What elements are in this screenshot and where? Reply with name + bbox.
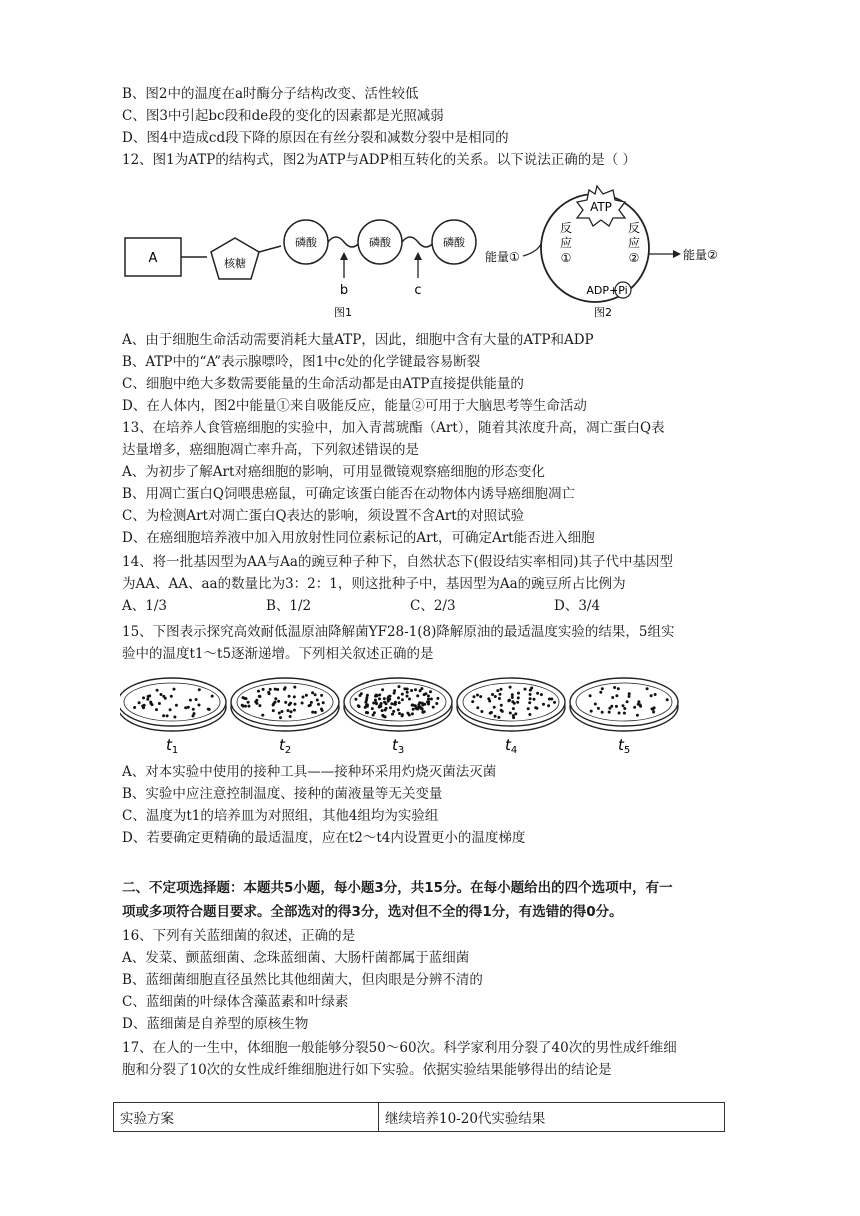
atp-structure-figure <box>125 220 476 319</box>
table-header-result: 继续培养10-20代实验结果 <box>385 1111 546 1127</box>
colony <box>193 712 196 715</box>
colony <box>310 701 313 704</box>
colony <box>393 692 396 695</box>
colony <box>138 701 141 704</box>
colony <box>637 700 640 703</box>
colony <box>277 700 280 703</box>
colony <box>553 701 556 704</box>
colony <box>378 706 381 709</box>
colony <box>311 691 314 694</box>
colony <box>611 696 614 699</box>
colony <box>317 703 320 706</box>
colony <box>473 695 476 698</box>
colony <box>652 711 655 714</box>
colony <box>601 687 604 690</box>
colony <box>427 695 430 698</box>
colony <box>208 708 211 711</box>
colony <box>394 701 397 704</box>
colony <box>195 698 198 701</box>
colony <box>397 708 400 711</box>
colony <box>268 692 271 695</box>
section-2-heading: 二、不定项选择题：本题共5小题，每小题3分，共15分。在每小题给出的四个选项中，有一 <box>122 880 673 896</box>
adp-label: ADP+Pi <box>586 284 628 297</box>
colony <box>314 693 317 696</box>
colony <box>146 698 149 701</box>
colony <box>408 714 411 717</box>
q13-option-d: D、在癌细胞培养液中加入用放射性同位素标记的Art，可确定Art能否进入细胞 <box>122 530 595 546</box>
colony <box>424 692 427 695</box>
colony <box>169 708 172 711</box>
colony <box>374 699 377 702</box>
colony <box>416 694 419 697</box>
colony <box>408 698 411 701</box>
question-17-stem-cont: 胞和分裂了10次的女性成纤维细胞进行如下实验。依据实验结果能够得出的结论是 <box>122 1062 612 1078</box>
colony <box>381 714 384 717</box>
colony <box>293 695 296 698</box>
colony <box>529 697 532 700</box>
ribose-label: 核糖 <box>224 257 246 270</box>
colony <box>274 688 277 691</box>
colony <box>626 700 629 703</box>
question-14-stem: 14、将一批基因型为AA与Aa的豌豆种子种下，自然状态下(假设结实率相同)其子代中基因型 <box>122 554 674 570</box>
colony <box>175 704 178 707</box>
high-energy-bond-b <box>328 237 360 247</box>
colony <box>651 708 654 711</box>
colony <box>500 709 503 712</box>
colony <box>654 693 657 696</box>
colony <box>173 688 176 691</box>
atp-figure <box>115 180 735 330</box>
colony <box>528 713 531 716</box>
dish-label: $t_1$ <box>166 736 179 756</box>
experiment-table <box>113 1102 725 1132</box>
colony <box>622 704 625 707</box>
colony <box>274 697 277 700</box>
colony <box>496 689 499 692</box>
colony <box>489 712 492 715</box>
colony <box>366 694 369 697</box>
colony <box>550 698 553 701</box>
q11-option-c: C、图3中引起bc段和de段的变化的因素都是光照减弱 <box>122 108 444 124</box>
colony <box>272 702 275 705</box>
colony <box>512 707 515 710</box>
colony <box>378 693 381 696</box>
reaction-2-char: 反 <box>627 221 641 235</box>
colony <box>615 705 618 708</box>
petri-dish-t5 <box>570 678 678 756</box>
question-13-stem-cont: 达量增多，癌细胞凋亡率升高，下列叙述错误的是 <box>122 442 419 458</box>
colony <box>516 701 519 704</box>
colony <box>500 704 503 707</box>
colony <box>597 707 600 710</box>
colony <box>373 711 376 714</box>
colony <box>143 704 146 707</box>
colony <box>162 714 165 717</box>
colony <box>419 689 422 692</box>
q13-option-c: C、为检测Art对凋亡蛋白Q表达的影响，须设置不含Art的对照试验 <box>122 508 525 524</box>
colony <box>493 706 496 709</box>
colony <box>500 688 503 691</box>
colony <box>416 707 419 710</box>
high-energy-bond-c <box>402 237 434 247</box>
q16-option-d: D、蓝细菌是自养型的原核生物 <box>122 1016 309 1032</box>
colony <box>608 711 611 714</box>
colony <box>258 695 261 698</box>
colony <box>155 708 158 711</box>
arrow-head <box>673 250 681 258</box>
colony <box>150 702 153 705</box>
petri-dish-t3 <box>344 678 452 756</box>
colony <box>599 691 602 694</box>
atp-label: ATP <box>590 200 612 214</box>
colony <box>650 694 653 697</box>
colony <box>401 698 404 701</box>
colony <box>247 701 250 704</box>
colony <box>398 701 401 704</box>
colony <box>378 697 381 700</box>
atp-adp-cycle-figure <box>485 186 718 319</box>
energy-1-arrow <box>523 244 541 256</box>
colony <box>623 712 626 715</box>
colony <box>608 707 611 710</box>
colony <box>471 700 474 703</box>
colony <box>383 697 386 700</box>
colony <box>381 709 384 712</box>
colony <box>529 693 532 696</box>
colony <box>398 685 401 688</box>
colony <box>512 714 515 717</box>
colony <box>617 687 620 690</box>
colony <box>316 699 319 702</box>
adenine-label: A <box>148 251 158 266</box>
colony <box>320 708 323 711</box>
colony <box>290 710 293 713</box>
colony <box>509 686 512 689</box>
colony <box>247 705 250 708</box>
question-15-stem: 15、下图表示探究高效耐低温原油降解菌YF28-1(8)降解原油的最适温度实验的结果，5组实 <box>122 624 675 640</box>
colony <box>422 710 425 713</box>
colony <box>289 702 292 705</box>
colony <box>281 710 284 713</box>
colony <box>494 715 497 718</box>
colony <box>427 703 430 706</box>
colony <box>289 715 292 718</box>
colony <box>524 688 527 691</box>
dish-label: $t_4$ <box>505 736 518 756</box>
label-c: c <box>414 283 422 298</box>
colony <box>613 686 616 689</box>
phosphate-label: 磷酸 <box>295 236 317 249</box>
colony <box>156 689 159 692</box>
dish-top <box>120 678 226 726</box>
colony <box>514 712 517 715</box>
colony <box>133 706 136 709</box>
colony <box>375 694 378 697</box>
arrow-head <box>340 252 348 260</box>
figure-1-caption: 图1 <box>334 306 352 319</box>
colony <box>527 707 530 710</box>
colony <box>381 688 384 691</box>
colony <box>293 686 296 689</box>
colony <box>411 704 414 707</box>
colony <box>366 705 369 708</box>
question-16-stem: 16、下列有关蓝细菌的叙述，正确的是 <box>122 928 356 944</box>
colony <box>509 712 512 715</box>
colony <box>254 700 257 703</box>
question-14-stem-cont: 为AA、AA、aa的数量比为3：2：1，则这批种子中，基因型为Aa的豌豆所占比例为 <box>122 576 626 592</box>
colony <box>479 695 482 698</box>
q14-option-c: C、2/3 <box>410 598 456 614</box>
energy-1-label: 能量① <box>485 250 520 264</box>
energy-2-label: 能量② <box>683 248 718 262</box>
colony <box>357 704 360 707</box>
colony <box>498 697 501 700</box>
colony <box>590 710 593 713</box>
colony <box>432 706 435 709</box>
q12-option-a: A、由于细胞生命活动需要消耗大量ATP，因此，细胞中含有大量的ATP和ADP <box>122 332 594 348</box>
colony <box>639 705 642 708</box>
colony <box>618 712 621 715</box>
colony <box>198 704 201 707</box>
phosphate-label: 磷酸 <box>369 236 391 249</box>
colony <box>371 707 374 710</box>
colony <box>406 695 409 698</box>
reaction-2-char: 应 <box>627 236 641 250</box>
colony <box>410 689 413 692</box>
colony <box>480 710 483 713</box>
colony <box>269 688 272 691</box>
phosphate-label: 磷酸 <box>443 236 465 249</box>
colony <box>427 698 430 701</box>
reaction-1-char: 反 <box>559 221 573 235</box>
colony <box>406 691 409 694</box>
colony <box>158 702 161 705</box>
colony <box>257 690 260 693</box>
colony <box>284 686 287 689</box>
q16-option-b: B、蓝细菌细胞直径虽然比其他细菌大，但肉眼是分辨不清的 <box>122 972 483 988</box>
table-header-plan: 实验方案 <box>114 1103 379 1131</box>
q12-option-d: D、在人体内，图2中能量①来自吸能反应，能量②可用于大脑思考等生命活动 <box>122 398 587 414</box>
colony <box>414 688 417 691</box>
colony <box>401 693 404 696</box>
colony <box>322 701 325 704</box>
colony <box>162 695 165 698</box>
colony <box>494 695 497 698</box>
colony <box>601 711 604 714</box>
colony <box>636 714 639 717</box>
colony <box>421 702 424 705</box>
colony <box>192 708 195 711</box>
colony <box>375 702 378 705</box>
q13-option-a: A、为初步了解Art对癌细胞的影响，可用显微镜观察癌细胞的形态变化 <box>122 464 545 480</box>
colony <box>535 707 538 710</box>
colony <box>646 687 649 690</box>
petri-dish-t1 <box>120 678 226 756</box>
colony <box>305 694 308 697</box>
colony <box>540 693 543 696</box>
colony <box>511 696 514 699</box>
q16-option-c: C、蓝细菌的叶绿体含藻蓝素和叶绿素 <box>122 994 349 1010</box>
colony <box>637 703 640 706</box>
colony <box>589 694 592 697</box>
colony <box>293 709 296 712</box>
q11-option-b: B、图2中的温度在a时酶分子结构改变、活性较低 <box>122 86 419 102</box>
colony <box>160 693 163 696</box>
colony <box>499 693 502 696</box>
question-15-stem-cont: 验中的温度t1～t5逐渐递增。下列相关叙述正确的是 <box>122 646 434 662</box>
colony <box>354 698 357 701</box>
colony <box>508 699 511 702</box>
colony <box>529 689 532 692</box>
label-b: b <box>339 283 349 298</box>
colony <box>302 696 305 699</box>
colony <box>633 706 636 709</box>
colony <box>429 690 432 693</box>
colony <box>533 698 536 701</box>
colony <box>198 688 201 691</box>
colony <box>389 706 392 709</box>
colony <box>284 701 287 704</box>
colony <box>384 709 387 712</box>
colony <box>547 704 550 707</box>
q11-option-d: D、图4中造成cd段下降的原因在有丝分裂和减数分裂中是相同的 <box>122 130 509 146</box>
colony <box>184 706 187 709</box>
colony <box>666 698 669 701</box>
q15-option-a: A、对本实验中使用的接种工具——接种环采用灼烧灭菌法灭菌 <box>122 764 497 780</box>
colony <box>412 708 415 711</box>
reaction-1-char: 应 <box>559 236 573 250</box>
colony <box>272 709 275 712</box>
colony <box>511 700 514 703</box>
colony <box>401 713 404 716</box>
colony <box>435 702 438 705</box>
colony <box>487 697 490 700</box>
colony <box>173 716 176 719</box>
reaction-2-char: ② <box>628 251 640 265</box>
colony <box>536 692 539 695</box>
colony <box>366 711 369 714</box>
colony <box>287 709 290 712</box>
colony <box>148 694 151 697</box>
question-17-stem: 17、在人的一生中，体细胞一般能够分裂50～60次。科学家利用分裂了40次的男性成纤维细 <box>122 1040 677 1056</box>
colony <box>403 687 406 690</box>
colony <box>359 694 362 697</box>
colony <box>189 699 192 702</box>
colony <box>497 716 500 719</box>
q12-option-c: C、细胞中绝大多数需要能量的生命活动都是由ATP直接提供能量的 <box>122 376 524 392</box>
colony <box>166 714 169 717</box>
colony <box>436 697 439 700</box>
colony <box>314 711 317 714</box>
colony <box>542 703 545 706</box>
colony <box>397 696 400 699</box>
q14-option-b: B、1/2 <box>266 598 312 614</box>
q12-option-b: B、ATP中的“A”表示腺嘌呤，图1中c处的化学键最容易断裂 <box>122 354 481 370</box>
colony <box>211 695 214 698</box>
colony <box>623 707 626 710</box>
colony <box>628 692 631 695</box>
colony <box>420 707 423 710</box>
colony <box>288 695 291 698</box>
colony <box>372 702 375 705</box>
colony <box>261 714 264 717</box>
colony <box>398 712 401 715</box>
colony <box>594 703 597 706</box>
colony <box>517 692 520 695</box>
colony <box>170 695 173 698</box>
question-12-stem: 12、图1为ATP的结构式，图2为ATP与ADP相互转化的关系。以下说法正确的是（ ） <box>122 152 637 168</box>
q15-option-c: C、温度为t1的培养皿为对照组，其他4组均为实验组 <box>122 808 439 824</box>
dish-label: $t_5$ <box>618 736 631 756</box>
colony <box>383 701 386 704</box>
question-13-stem: 13、在培养人食管癌细胞的实验中，加入青蒿琥酯（Art），随着其浓度升高，凋亡蛋白Q表 <box>122 420 665 436</box>
arrow-head <box>414 252 422 260</box>
colony <box>262 688 265 691</box>
q14-option-a: A、1/3 <box>122 598 167 614</box>
colony <box>187 706 190 709</box>
colony <box>430 698 433 701</box>
colony <box>411 712 414 715</box>
q14-options <box>122 596 722 616</box>
bond-line <box>259 246 281 252</box>
colony <box>476 694 479 697</box>
dish-label: $t_2$ <box>279 736 292 756</box>
q15-option-b: B、实验中应注意控制温度、接种的菌液量等无关变量 <box>122 786 443 802</box>
colony <box>364 701 367 704</box>
colony <box>301 702 304 705</box>
colony <box>476 706 479 709</box>
colony <box>628 695 631 698</box>
section-2-heading-cont: 项或多项符合题目要求。全部选对的得3分，选对但不全的得1分，有选错的得0分。 <box>122 904 623 920</box>
colony <box>528 701 531 704</box>
q13-option-b: B、用凋亡蛋白Q饲喂患癌鼠，可确定该蛋白能否在动物体内诱导癌细胞凋亡 <box>122 486 575 502</box>
colony <box>392 710 395 713</box>
colony <box>320 694 323 697</box>
figure-2-caption: 图2 <box>594 306 612 319</box>
q14-option-d: D、3/4 <box>554 598 601 614</box>
colony <box>517 696 520 699</box>
colony <box>242 696 245 699</box>
dish-top <box>570 678 678 726</box>
petri-dish-t2 <box>231 678 339 756</box>
colony <box>390 702 393 705</box>
colony <box>311 711 314 714</box>
q15-option-d: D、若要确定更精确的最适温度，应在t2～t4内设置更小的温度梯度 <box>122 830 526 846</box>
colony <box>615 694 618 697</box>
colony <box>388 698 391 701</box>
colony <box>491 693 494 696</box>
reaction-1-char: ① <box>560 251 572 265</box>
q16-option-a: A、发菜、颤蓝细菌、念珠蓝细菌、大肠杆菌都属于蓝细菌 <box>122 950 470 966</box>
colony <box>279 716 282 719</box>
colony <box>276 688 279 691</box>
petri-dish-figure <box>120 672 720 758</box>
colony <box>294 703 297 706</box>
colony <box>142 696 145 699</box>
dish-label: $t_3$ <box>392 736 405 756</box>
colony <box>241 704 244 707</box>
colony <box>391 713 394 716</box>
colony <box>309 704 312 707</box>
colony <box>511 693 514 696</box>
colony <box>258 704 261 707</box>
colony <box>389 695 392 698</box>
colony <box>278 712 281 715</box>
petri-dish-t4 <box>457 678 565 756</box>
